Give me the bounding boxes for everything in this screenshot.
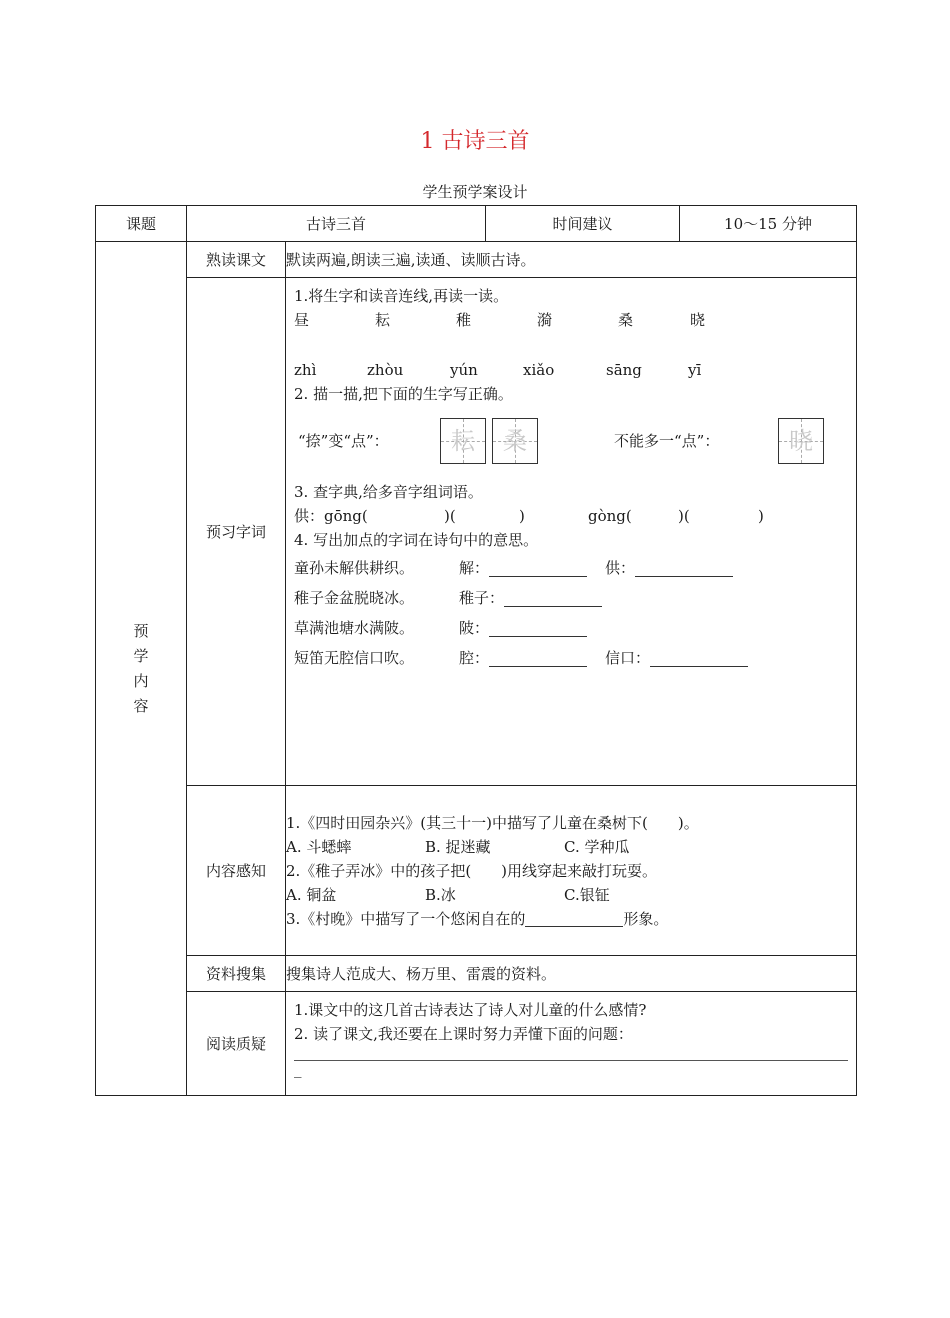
- vocab-content: [286, 278, 857, 786]
- polyphone-sep: )(: [678, 507, 690, 525]
- polyphone-end: ): [519, 507, 525, 525]
- reading-content: 默读两遍,朗读三遍,读通、读顺古诗。: [286, 242, 857, 278]
- topic-value: 古诗三首: [187, 206, 486, 242]
- polyphone-row: [294, 504, 848, 528]
- meaning-label: 解：: [459, 559, 490, 577]
- meaning-label: 信口：: [605, 649, 651, 667]
- answer-blank[interactable]: [504, 590, 602, 607]
- answer-blank[interactable]: [635, 560, 733, 577]
- answer-blank[interactable]: [489, 560, 587, 577]
- poem-line: 童孙未解供耕织。: [294, 559, 415, 577]
- vocab-q2: 2. 描一描,把下面的生字写正确。: [294, 385, 513, 403]
- questions-label: 阅读质疑: [187, 992, 286, 1096]
- option: C.银钲: [564, 885, 610, 904]
- section-label-char: 内: [133, 671, 149, 690]
- answer-blank[interactable]: [650, 650, 748, 667]
- content-q1: 1.《四时田园杂兴》(其三十一)中描写了儿童在桑树下( )。: [286, 813, 699, 832]
- char-item: 桑: [618, 311, 634, 329]
- questions-body: [286, 992, 857, 1096]
- trace-right-label: 不能多一“点”：: [614, 432, 720, 450]
- page-title: 1 古诗三首: [420, 129, 530, 154]
- page-subtitle: 学生预学案设计: [422, 183, 528, 201]
- trace-char: 桑: [503, 427, 527, 455]
- poem-line: 草满池塘水满陂。: [294, 619, 415, 637]
- content-q2: 2.《稚子弄冰》中的孩子把( )用线穿起来敲打玩耍。: [286, 861, 658, 880]
- reading-row: [96, 242, 857, 278]
- option: B. 捉迷藏: [425, 837, 491, 856]
- content-label: 内容感知: [187, 786, 286, 956]
- meaning-label: 陂：: [459, 619, 490, 637]
- char-item: 昼: [294, 311, 310, 329]
- answer-tail: _: [294, 1060, 302, 1078]
- meaning-label: 稚子：: [459, 589, 505, 607]
- section-label-char: 容: [133, 696, 149, 715]
- pinyin-item: xiǎo: [523, 361, 555, 379]
- meaning-label: 腔：: [459, 649, 490, 667]
- char-item: 耘: [375, 311, 391, 329]
- content-q3: [286, 907, 856, 931]
- content-body: [286, 786, 857, 956]
- topic-label: 课题: [96, 206, 187, 242]
- option: A. 铜盆: [286, 885, 337, 904]
- research-row: [96, 956, 857, 992]
- worksheet-table: [95, 205, 857, 1096]
- option: A. 斗蟋蟀: [286, 837, 352, 856]
- option: B.冰: [425, 885, 456, 904]
- trace-char: 晓: [789, 427, 813, 455]
- polyphone-gong4: gòng(: [588, 507, 632, 525]
- meaning-row: [294, 586, 848, 610]
- trace-box[interactable]: [778, 418, 824, 464]
- answer-blank[interactable]: [489, 650, 587, 667]
- time-value: 10～15 分钟: [680, 206, 857, 242]
- pinyin-item: zhòu: [367, 361, 404, 379]
- meaning-row: [294, 616, 848, 640]
- trace-box[interactable]: [492, 418, 538, 464]
- questions-row: [96, 992, 857, 1096]
- char-item: 晓: [690, 311, 706, 329]
- vocab-q1: 1.将生字和读音连线,再读一读。: [294, 287, 509, 305]
- content-q3-tail: 形象。: [623, 909, 669, 928]
- poem-line: 短笛无腔信口吹。: [294, 649, 415, 667]
- option: C. 学种瓜: [564, 837, 630, 856]
- trace-row: [294, 416, 848, 466]
- options-row: [286, 835, 856, 859]
- header-row: [96, 206, 857, 242]
- vocab-row: [96, 278, 857, 786]
- answer-blank[interactable]: [525, 910, 623, 927]
- questions-q2: 2. 读了课文,我还要在上课时努力弄懂下面的问题：: [294, 1025, 633, 1043]
- pinyin-row: [294, 358, 848, 382]
- research-label: 资料搜集: [187, 956, 286, 992]
- time-label: 时间建议: [486, 206, 680, 242]
- vocab-label: 预习字词: [187, 278, 286, 786]
- research-content: 搜集诗人范成大、杨万里、雷震的资料。: [286, 956, 857, 992]
- options-row: [286, 883, 856, 907]
- section-label: [96, 242, 187, 1096]
- pinyin-item: zhì: [294, 361, 317, 379]
- vocab-q4: 4. 写出加点的字词在诗句中的意思。: [294, 531, 539, 549]
- poem-line: 稚子金盆脱晓冰。: [294, 589, 415, 607]
- char-row: [294, 308, 848, 332]
- polyphone-sep: )(: [444, 507, 456, 525]
- pinyin-item: yī: [688, 361, 702, 379]
- polyphone-end: ): [758, 507, 764, 525]
- meaning-row: [294, 556, 848, 580]
- answer-blank[interactable]: [489, 620, 587, 637]
- meaning-label: 供：: [605, 559, 636, 577]
- section-label-char: 学: [133, 646, 149, 665]
- char-item: 稚: [456, 311, 472, 329]
- pinyin-item: yún: [450, 361, 478, 379]
- trace-char: 耘: [451, 427, 475, 455]
- trace-left-label: “捺”变“点”：: [298, 432, 389, 450]
- pinyin-item: sāng: [606, 361, 642, 379]
- meaning-row: [294, 646, 848, 670]
- content-row: [96, 786, 857, 956]
- trace-box[interactable]: [440, 418, 486, 464]
- char-item: 漪: [537, 311, 553, 329]
- reading-label: 熟读课文: [187, 242, 286, 278]
- content-q3-text: 3.《村晚》中描写了一个悠闲自在的: [286, 909, 526, 928]
- vocab-q3: 3. 查字典,给多音字组词语。: [294, 483, 483, 501]
- section-label-char: 预: [133, 621, 149, 640]
- questions-q1: 1.课文中的这几首古诗表达了诗人对儿童的什么感情?: [294, 1001, 647, 1019]
- polyphone-gong1: 供：gōng(: [294, 507, 368, 525]
